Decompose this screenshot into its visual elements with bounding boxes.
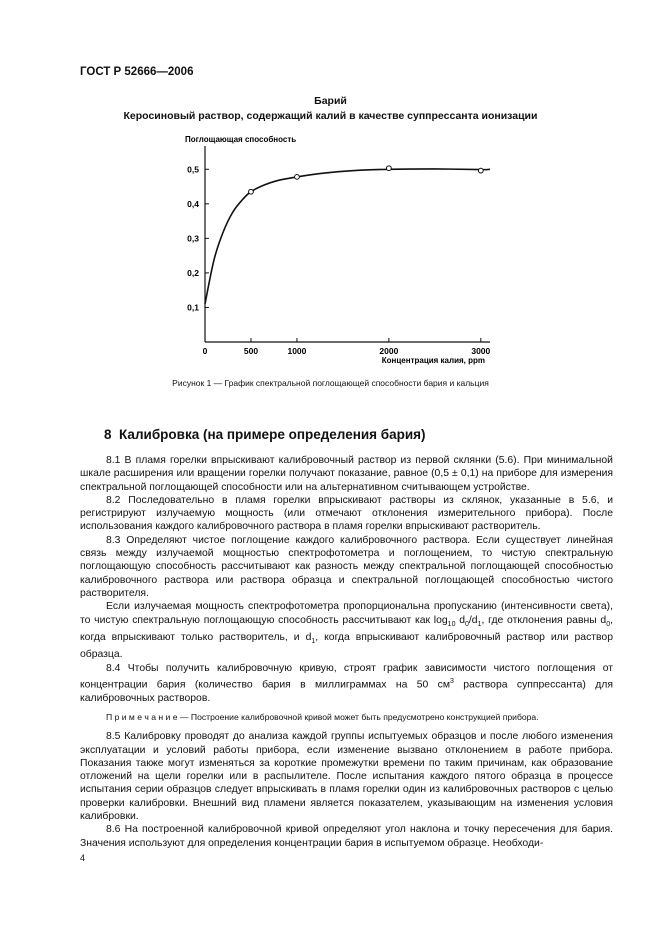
paragraph-8-2: 8.2 Последовательно в пламя горелки впрыскивают растворы из склянок, указанные в 5.6, и регистрируют излучаемую мощность (или отмечают отклонения измерительного прибора). После использования каждого калибровочного раствора в пламя горелки впрыскивают растворитель. (80, 494, 613, 533)
p83b-sub0: 0 (465, 620, 469, 628)
data-point-marker (249, 189, 254, 194)
x-axis-label: Концентрация калия, ppm (381, 356, 485, 365)
y-tick-label: 0,3 (187, 233, 199, 244)
note-label: П р и м е ч а н и е — (106, 711, 189, 722)
p84-part1: 8.4 Чтобы получить калибровочную кривую, строят график зависимости чистого поглощения от концентрации бария (количество бария в миллиграммах на 50 см (80, 662, 613, 691)
figure-title: Барий (314, 95, 347, 107)
figure-caption: Рисунок 1 — График спектральной поглощающей способности бария и кальция (172, 378, 489, 388)
x-tick-label: 3000 (471, 346, 491, 356)
standard-header: ГОСТ Р 52666—2006 (80, 66, 194, 78)
x-tick-label: 1000 (287, 346, 307, 356)
page-number: 4 (80, 853, 86, 863)
y-tick-label: 0,2 (187, 267, 199, 278)
paragraph-8-6: 8.6 На построенной калибровочной кривой определяют угол наклона и точку пересечения для бария. Значения используют для определения концентрации бария в испытуемом образце. Необходи- (80, 824, 613, 849)
section-title: Калибровка (на примере определения бария) (119, 427, 426, 442)
x-tick-label: 500 (243, 346, 259, 356)
p83b-sub0b: 0 (606, 620, 611, 628)
absorbance-chart (160, 130, 500, 365)
p83b-sub10: 10 (447, 620, 456, 628)
p83b-sub1: 1 (477, 620, 482, 628)
p84-sup: 3 (450, 677, 454, 685)
section-heading (104, 427, 426, 442)
body-text (80, 454, 613, 850)
x-tick-label: 2000 (379, 346, 399, 356)
note-text: Построение калибровочной кривой может быть предусмотрено конструкцией прибора. (188, 711, 539, 722)
p83b-part1: Если излучаемая мощность спектрофотометра пропорциональна пропусканию (интенсивности света), то чистую спектральную поглощающую способность рассчитывают как log (80, 601, 613, 626)
figure-subtitle: Керосиновый раствор, содержащий калий в качестве суппрессанта ионизации (123, 110, 538, 122)
paragraph-8-4 (80, 662, 613, 705)
paragraph-8-3: 8.3 Определяют чистое поглощение каждого калибровочного раствора. Если существует линейная связь между излучаемой мощностью спектрофотометра и поглощением, то чистую спектральную поглощающую способность рассчитывают как разность между спектральной поглощающей способностью калибровочного раствора или раствора образца и спектральной поглощающей способностью чистого растворителя. (80, 534, 613, 599)
chart-root (185, 135, 491, 365)
paragraph-8-3-cont (80, 600, 613, 661)
calibration-curve (205, 169, 490, 304)
note (80, 711, 613, 724)
x-tick-label: 0 (202, 346, 208, 356)
data-point-marker (478, 168, 483, 173)
y-tick-label: 0,5 (187, 164, 199, 175)
y-tick-label: 0,1 (187, 302, 199, 313)
p83b-part2: , где отклонения равны d (481, 614, 607, 626)
p84-part2: раствора суппрессанта) для калибровочных растворов. (80, 679, 613, 704)
p83b-part4: , когда впрыскивают калибровочный раствор или раствор образца. (80, 631, 613, 661)
data-point-marker (295, 174, 300, 179)
p83b-slash: /d (468, 614, 478, 626)
y-axis-label: Поглощающая способность (185, 135, 297, 144)
paragraph-8-5: 8.5 Калибровку проводят до анализа каждой группы испытуемых образцов и после любого изменения эксплуатации и условий работы прибора, если изменение вызвано отклонением в работе прибора. Показания также могут изменяться за короткие промежутки времени по таким причинам, как образование отложений на щели горелки или в распылителе. После испытания каждого пятого образца в процессе испытания серии образцов следует впрыскивать в пламя горелки один из калибровочных растворов с целью проверки калибровки. Внешний вид пламени является показателем, указывающим на изменения условия калибровки. (80, 731, 613, 823)
p83b-sub1b: 1 (311, 638, 316, 646)
section-number: 8 (104, 427, 112, 442)
data-point-marker (386, 166, 391, 171)
paragraph-8-1: 8.1 В пламя горелки впрыскивают калибровочный раствор из первой склянки (5.6). При минимальной шкале расширения или вращении горелки получают показание, равное (0,5 ± 0,1) на приборе для измерения спектральной поглощающей способности или на альтернативном считывающем устройстве. (80, 455, 613, 493)
y-tick-label: 0,4 (187, 198, 199, 209)
p83b-part3: , когда впрыскивают только растворитель, и d (80, 614, 613, 643)
p83b-d: d (455, 614, 465, 626)
